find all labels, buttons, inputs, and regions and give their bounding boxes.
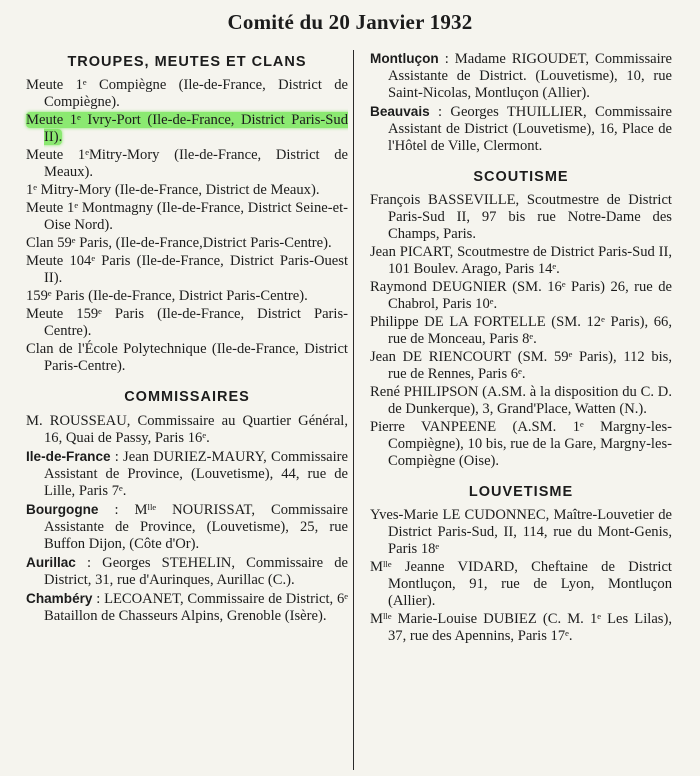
scoutisme-heading: SCOUTISME <box>473 169 569 185</box>
troupe-entry: 159ᵉ Paris (Ile-de-France, District Paris-Centre). <box>26 288 308 304</box>
troupe-entry: Meute 104ᵉ Paris (Ile-de-France, District Paris-Ouest II). <box>26 253 348 286</box>
scoutisme-entry: Jean PICART, Scoutmestre de District Paris-Sud II, 101 Boulev. Arago, Paris 14ᵉ. <box>370 244 672 277</box>
louvetisme-entry: Yves-Marie LE CUDONNEC, Maître-Louvetier de District Paris-Sud, II, 114, rue du Mont-Genis, Paris 18ᵉ <box>370 507 672 557</box>
page-title: Comité du 20 Janvier 1932 <box>227 10 473 34</box>
louvetisme-entry: Mˡˡᵉ Jeanne VIDARD, Cheftaine de District Montluçon, 91, rue de Lyon, Montluçon (Allier). <box>370 559 672 609</box>
troupes-heading: TROUPES, MEUTES ET CLANS <box>67 54 307 70</box>
troupe-entry: Meute 1ᵉMitry-Mory (Ile-de-France, District de Meaux). <box>26 147 348 180</box>
scoutisme-entry: René PHILIPSON (A.SM. à la disposition du C. D. de Dunkerque), 3, Grand'Place, Watten (N.). <box>370 384 672 417</box>
commissaire-entry: Bourgogne : Mˡˡᵉ NOURISSAT, Commissaire Assistante de Province, (Louvetisme), 25, rue Buffon Dijon, (Côte d'Or). <box>26 502 348 552</box>
highlight-mark: Meute 1ᵉ Ivry-Port (Ile-de-France, District Paris-Sud II). <box>26 112 348 145</box>
commissaire-entry: Chambéry : LECOANET, Commissaire de District, 6ᵉ Bataillon de Chasseurs Alpins, Grenoble (Isère). <box>26 591 348 624</box>
right-column <box>370 50 672 646</box>
commissaire-entry: Ile-de-France : Jean DURIEZ-MAURY, Commissaire Assistant de Province, (Louvetisme), 44, rue de Lille, Paris 7ᵉ. <box>26 449 348 499</box>
troupe-entry: Meute 159ᵉ Paris (Ile-de-France, District Paris-Centre). <box>26 306 348 339</box>
commissaires-heading: COMMISSAIRES <box>124 389 250 405</box>
scoutisme-entry: Pierre VANPEENE (A.SM. 1ᵉ Margny-les-Compiègne), 10 bis, rue de la Gare, Margny-les-Compiègne (Oise). <box>370 419 672 469</box>
commissaire-entry: Montluçon : Madame RIGOUDET, Commissaire Assistante de District. (Louvetisme), 10, rue Saint-Nicolas, Montluçon (Allier). <box>370 51 672 101</box>
left-column <box>26 50 348 626</box>
louvetisme-heading: LOUVETISME <box>468 484 574 500</box>
scoutisme-entry: Philippe DE LA FORTELLE (SM. 12ᵉ Paris), 66, rue de Monceau, Paris 8ᵉ. <box>370 314 672 347</box>
scoutisme-entry: Raymond DEUGNIER (SM. 16ᵉ Paris) 26, rue de Chabrol, Paris 10ᵉ. <box>370 279 672 312</box>
troupe-entry: Clan de l'École Polytechnique (Ile-de-France, District Paris-Centre). <box>26 341 348 374</box>
troupe-entry: 1ᵉ Mitry-Mory (Ile-de-France, District de Meaux). <box>26 182 320 198</box>
scoutisme-entry: Jean DE RIENCOURT (SM. 59ᵉ Paris), 112 bis, rue de Rennes, Paris 6ᵉ. <box>370 349 672 382</box>
scoutisme-entry: François BASSEVILLE, Scoutmestre de District Paris-Sud II, 97 bis rue Notre-Dame des Champs, Paris. <box>370 192 672 242</box>
troupe-entry: Meute 1ᵉ Montmagny (Ile-de-France, District Seine-et-Oise Nord). <box>26 200 348 233</box>
column-divider <box>353 50 354 770</box>
troupe-entry: Meute 1ᵉ Compiègne (Ile-de-France, District de Compiègne). <box>26 77 348 110</box>
commissaire-entry: Beauvais : Georges THUILLIER, Commissaire Assistant de District (Louvetisme), 16, Place de l'Hôtel de Ville, Clermont. <box>370 104 672 154</box>
louvetisme-entry: Mˡˡᵉ Marie-Louise DUBIEZ (C. M. 1ᵉ Les Lilas), 37, rue des Apennins, Paris 17ᵉ. <box>370 611 672 644</box>
commissaire-entry: Aurillac : Georges STEHELIN, Commissaire de District, 31, rue d'Aurinques, Aurillac (C.). <box>26 555 348 588</box>
troupe-entry-highlighted <box>26 112 348 146</box>
troupe-entry: Clan 59ᵉ Paris, (Ile-de-France,District Paris-Centre). <box>26 235 332 251</box>
commissaire-entry: M. ROUSSEAU, Commissaire au Quartier Général, 16, Quai de Passy, Paris 16ᵉ. <box>26 413 348 446</box>
